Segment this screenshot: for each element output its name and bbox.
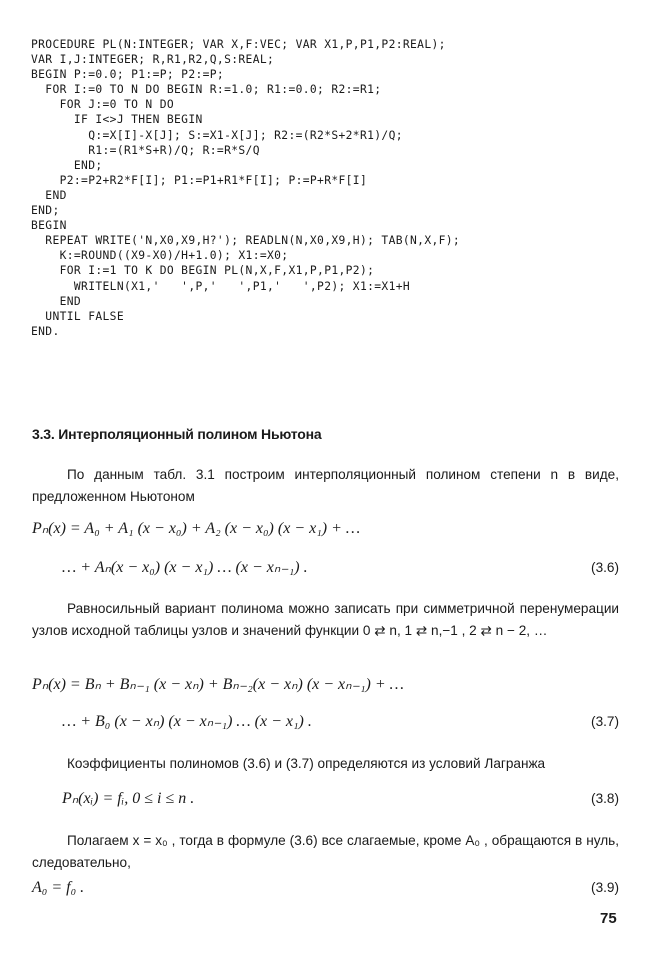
- code-line: FOR I:=1 TO K DO BEGIN PL(N,X,F,X1,P,P1,P2);: [31, 264, 375, 278]
- equation-number: (3.7): [591, 714, 619, 729]
- formula-text: Pₙ(x) = Bₙ + Bₙ₋₁ (x − xₙ) + Bₙ₋₂(x − xₙ) (x − xₙ₋₁) + …: [32, 676, 404, 693]
- equation-3-6-line1: [32, 517, 619, 541]
- code-line: END: [31, 188, 67, 202]
- equation-number: (3.9): [591, 880, 619, 895]
- equation-3-6-line2: [32, 556, 619, 580]
- paragraph-substitution: Полагаем x = x₀ , тогда в формуле (3.6) все слагаемые, кроме A₀ , обращаются в нуль, следовательно,: [32, 833, 619, 870]
- code-line: IF I<>J THEN BEGIN: [31, 113, 203, 127]
- code-line: R1:=(R1*S+R)/Q; R:=R*S/Q: [31, 143, 260, 157]
- formula-text: Pₙ(xᵢ) = fᵢ, 0 ≤ i ≤ n .: [62, 790, 195, 807]
- code-line: P2:=P2+R2*F[I]; P1:=P1+R1*F[I]; P:=P+R*F[I]: [31, 173, 368, 187]
- equation-number: (3.6): [591, 560, 619, 575]
- equation-3-7-line1: [32, 673, 619, 697]
- code-line: WRITELN(X1,' ',P,' ',P1,' ',P2); X1:=X1+H: [31, 279, 411, 293]
- equation-3-7-line2: [32, 710, 619, 734]
- code-line: REPEAT WRITE('N,X0,X9,H?'); READLN(N,X0,X9,H); TAB(N,X,F);: [31, 234, 461, 248]
- code-line: BEGIN: [31, 219, 67, 233]
- code-line: END;: [31, 204, 60, 218]
- formula-text: … + Aₙ(x − x₀) (x − x₁) … (x − xₙ₋₁) .: [62, 559, 308, 576]
- formula-text: Pₙ(x) = A₀ + A₁ (x − x₀) + A₂ (x − x₀) (x − x₁) + …: [32, 520, 361, 537]
- paragraph-lagrange: Коэффициенты полиномов (3.6) и (3.7) определяются из условий Лагранжа: [67, 756, 546, 771]
- paragraph-symmetric: Равносильный вариант полинома можно записать при симметричной перенумерации узлов исходной таблицы узлов и значений функции 0 ⇄ n, 1 ⇄ n,−1 , 2 ⇄ n − 2, …: [32, 601, 619, 638]
- code-line: BEGIN P:=0.0; P1:=P; P2:=P;: [31, 68, 225, 82]
- code-line: VAR I,J:INTEGER; R,R1,R2,Q,S:REAL;: [31, 53, 275, 67]
- code-line: K:=ROUND((X9-X0)/H+1.0); X1:=X0;: [31, 249, 289, 263]
- equation-number: (3.8): [591, 791, 619, 806]
- code-line: END: [31, 294, 82, 308]
- page-number: 75: [600, 910, 617, 927]
- formula-text: A₀ = f₀ .: [32, 879, 85, 896]
- code-line: FOR I:=0 TO N DO BEGIN R:=1.0; R1:=0.0; R2:=R1;: [31, 83, 382, 97]
- pascal-code-listing: [31, 37, 460, 339]
- code-line: Q:=X[I]-X[J]; S:=X1-X[J]; R2:=(R2*S+2*R1)/Q;: [31, 128, 403, 142]
- equation-3-8: [32, 787, 619, 811]
- code-line: UNTIL FALSE: [31, 309, 124, 323]
- code-line: PROCEDURE PL(N:INTEGER; VAR X,F:VEC; VAR X1,P,P1,P2:REAL);: [31, 38, 446, 51]
- code-line: END.: [31, 324, 60, 338]
- paragraph-intro: По данным табл. 3.1 построим интерполяционный полином степени n в виде, предложенном Ньютоном: [32, 467, 619, 504]
- code-line: END;: [31, 158, 103, 172]
- equation-3-9: [32, 876, 619, 900]
- section-heading: 3.3. Интерполяционный полином Ньютона: [32, 426, 322, 442]
- formula-text: … + B₀ (x − xₙ) (x − xₙ₋₁) … (x − x₁) .: [62, 713, 312, 730]
- code-line: FOR J:=0 TO N DO: [31, 98, 175, 112]
